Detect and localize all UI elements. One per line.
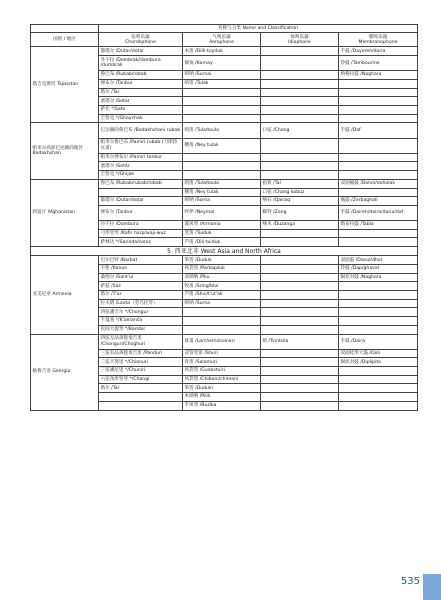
- aerophone-cell: 唢呐 /Surnai: [183, 71, 261, 80]
- aerophone-cell: 排箫 /Larchemi/soinari: [183, 334, 261, 349]
- aerophone-cell: [183, 153, 261, 162]
- chordophone-cell: 鲁巴布 /Rubab/rubab/robab: [99, 179, 183, 188]
- table-row: [31, 179, 418, 188]
- membranophone-cell: 手鼓 /Daireh/doira/daria/daf: [339, 205, 418, 220]
- chordophone-cell: 都塔尔 /Dutar/dotar: [99, 47, 183, 56]
- membranophone-cell: 塔布拉鼓 /Tabla: [339, 221, 418, 230]
- aerophone-cell: [183, 162, 261, 171]
- country-cell: 塔吉克斯坦 Tajikistan: [31, 47, 99, 123]
- idiophone-cell: [261, 229, 339, 238]
- membranophone-cell: 双面桂形大鼓 /Doli: [339, 349, 418, 358]
- membranophone-cell: [339, 375, 418, 384]
- page-number: 535: [400, 576, 420, 587]
- chordophone-cell: 弹布尔 /Tanbur: [99, 205, 183, 220]
- aerophone-cell: [183, 114, 261, 123]
- membranophone-cell: [339, 291, 418, 300]
- chordophone-cell: 三弦潘尼里 */Chuniri: [99, 367, 183, 376]
- idiophone-cell: [261, 162, 339, 171]
- idiophone-cell: [261, 393, 339, 402]
- chordophone-cell: 四弦无品颈拨奏吉里 /Chonguri/Choghuri: [99, 334, 183, 349]
- chordophone-cell: [99, 393, 183, 402]
- aerophone-cell: 芦笛 /Dili-tuiduk: [183, 238, 261, 247]
- chordophone-cell: 卡侬 /Kanun: [99, 265, 183, 274]
- chordophone-cell: 巴尔巴特 /Barbat: [99, 256, 183, 265]
- header-blank-cell: [31, 25, 99, 33]
- aerophone-cell: 铜角 /Karnay: [183, 56, 261, 71]
- membranophone-cell: 瓶鼓 /Zerbaghali: [339, 197, 418, 206]
- membranophone-cell: 双面桶鼓 /Dohol/doholak: [339, 179, 418, 188]
- membranophone-cell: [339, 88, 418, 97]
- header-membranophone-column: 膜鸣乐器 Membranophone: [339, 33, 418, 47]
- membranophone-cell: 铃鼓 /Dap/ghaval: [339, 265, 418, 274]
- country-cell: 格鲁吉亚 Georgia: [31, 334, 99, 410]
- membranophone-cell: [339, 282, 418, 291]
- chordophone-cell: 塞塔尔 /Setar: [99, 97, 183, 106]
- chordophone-cell: 冬不拉 /Dombrak/dambura /dumbrak: [99, 56, 183, 71]
- aerophone-cell: 芦笛 /Shvi/t'ut'ak: [183, 291, 261, 300]
- membranophone-cell: [339, 238, 418, 247]
- membranophone-cell: 铃鼓 /Tambourine: [339, 56, 418, 71]
- aerophone-cell: 筝管 /Duduki: [183, 384, 261, 393]
- idiophone-cell: 口弦 /Chang: [261, 123, 339, 138]
- country-cell: 帕米尔高原巴达赫尚地区 Badakhshan: [31, 123, 99, 179]
- membranophone-cell: [339, 393, 418, 402]
- country-cell: 阿富汗 Afghanistan: [31, 179, 99, 246]
- membranophone-cell: [339, 171, 418, 180]
- membranophone-cell: [339, 162, 418, 171]
- idiophone-cell: [261, 88, 339, 97]
- membranophone-cell: [339, 114, 418, 123]
- chordophone-cell: 帕米尔弹布尔 /Pamiri tanbur: [99, 153, 183, 162]
- header-country-column: 国别 / 地区: [31, 33, 99, 47]
- header-chordophone-column: 弦鸣乐器 Chordophone: [99, 33, 183, 47]
- chordophone-cell: 萨托 */Sato: [99, 106, 183, 115]
- chordophone-cell: 吉恰克 */Ghijak: [99, 171, 183, 180]
- idiophone-cell: [261, 291, 339, 300]
- idiophone-cell: [261, 47, 339, 56]
- membranophone-cell: [339, 401, 418, 410]
- idiophone-cell: [261, 171, 339, 180]
- membranophone-cell: [339, 229, 418, 238]
- idiophone-cell: [261, 325, 339, 334]
- aerophone-cell: [183, 97, 261, 106]
- aerophone-cell: 哨笛 /Tula/toula: [183, 123, 261, 138]
- chordophone-cell: [99, 188, 183, 197]
- idiophone-cell: [261, 265, 339, 274]
- idiophone-cell: 指钹 /Tal: [261, 179, 339, 188]
- aerophone-cell: 骨笛 /Salamuri: [183, 358, 261, 367]
- instrument-classification-table: [30, 24, 418, 411]
- chordophone-cell: 民间大提琴 */Bambir: [99, 325, 183, 334]
- aerophone-cell: 木笛 /Dilli-tuyduk: [183, 47, 261, 56]
- table-row: [31, 123, 418, 138]
- section-heading: 5. 西亚北非 West Asia and North Africa: [31, 247, 418, 256]
- membranophone-cell: [339, 308, 418, 317]
- chordophone-cell: 鲁巴布 /Rubab/robab: [99, 71, 183, 80]
- idiophone-cell: [261, 238, 339, 247]
- table-row: [31, 256, 418, 265]
- membranophone-cell: [339, 299, 418, 308]
- chordophone-cell: 萨林达 */Sarinda/saroz: [99, 238, 183, 247]
- aerophone-cell: [183, 171, 261, 180]
- aerophone-cell: 风袋管 /Gudastviri: [183, 367, 261, 376]
- membranophone-cell: 手鼓 /Dayereh/doira: [339, 47, 418, 56]
- chordophone-cell: 桑图尔 /Sant'ur: [99, 273, 183, 282]
- membranophone-cell: [339, 138, 418, 153]
- chordophone-cell: [99, 401, 183, 410]
- aerophone-cell: 双唢呐 /Pku: [183, 273, 261, 282]
- chordophone-cell: 巴达赫尚鲁巴布 /Badakhshani rubab: [99, 123, 183, 138]
- aerophone-cell: 哨笛 /Tula/toula: [183, 179, 261, 188]
- idiophone-cell: [261, 79, 339, 88]
- chordophone-cell: 四弦潘吉尔 */Chongur: [99, 308, 183, 317]
- membranophone-cell: [339, 317, 418, 326]
- corner-color-bar: [423, 574, 441, 600]
- aerophone-cell: [183, 308, 261, 317]
- idiophone-cell: [261, 375, 339, 384]
- table-row: [31, 334, 418, 349]
- idiophone-cell: [261, 384, 339, 393]
- aerophone-cell: [183, 106, 261, 115]
- aerophone-cell: 横笛 /Ney tulak: [183, 138, 261, 153]
- idiophone-cell: [261, 299, 339, 308]
- chordophone-cell: 六弦角形竖琴 */Changi: [99, 375, 183, 384]
- membranophone-cell: [339, 367, 418, 376]
- membranophone-cell: [339, 106, 418, 115]
- chordophone-cell: 都塔尔 /Dutar/dotar: [99, 197, 183, 206]
- country-cell: 亚美尼亚 Armenia: [31, 256, 99, 334]
- aerophone-cell: 唢呐 /Sorna: [183, 197, 261, 206]
- idiophone-cell: [261, 273, 339, 282]
- idiophone-cell: [261, 358, 339, 367]
- aerophone-cell: 筝管 /Duduk: [183, 256, 261, 265]
- idiophone-cell: [261, 114, 339, 123]
- aerophone-cell: 横笛 /Ney tulak: [183, 188, 261, 197]
- chordophone-cell: 拉夫塔 /Lavta（劳乌托琴）: [99, 299, 183, 308]
- aerophone-cell: 风袋管 /Chiboni/chimoni: [183, 375, 261, 384]
- table-row: [31, 47, 418, 56]
- chordophone-cell: 弓形竖琴 /Kafir harp/waji-wuz: [99, 229, 183, 238]
- idiophone-cell: [261, 138, 339, 153]
- membranophone-cell: [339, 153, 418, 162]
- membranophone-cell: 铜状对鼓 /Diplipito: [339, 358, 418, 367]
- idiophone-cell: 口弦 /Chang kobuz: [261, 188, 339, 197]
- chordophone-cell: 二弦卡努里 */Chianuri: [99, 358, 183, 367]
- aerophone-cell: 竖笛 /Tuiduk: [183, 229, 261, 238]
- chordophone-cell: 三弦有品颈拨奏吉里 /Panduri: [99, 349, 183, 358]
- aerophone-cell: 簧风琴 /Armonia: [183, 221, 261, 230]
- aerophone-cell: 哼伊 /Ney/nal: [183, 205, 261, 220]
- membranophone-cell: [339, 384, 418, 393]
- chordophone-cell: 塞塔尔 /Setâr: [99, 162, 183, 171]
- header-idiophone-column: 体鸣乐器 Idiophone: [261, 33, 339, 47]
- membranophone-cell: 双面鼓 /Davul/dhol: [339, 256, 418, 265]
- header-aerophone-column: 气鸣乐器 Aerophone: [183, 33, 261, 47]
- aerophone-cell: [183, 325, 261, 334]
- aerophone-cell: 木唢呐 /Pilili: [183, 393, 261, 402]
- chordophone-cell: 萨兹 /Saz: [99, 282, 183, 291]
- idiophone-cell: [261, 282, 339, 291]
- chordophone-cell: 塔尔 /Tar: [99, 88, 183, 97]
- aerophone-cell: 唢呐 /Surna: [183, 299, 261, 308]
- header-group-title: 名称与分类 Name and Classification: [99, 25, 418, 33]
- membranophone-cell: 纳格拉鼓 /Naghara: [339, 71, 418, 80]
- idiophone-cell: [261, 106, 339, 115]
- idiophone-cell: 响石 /Qairaq: [261, 197, 339, 206]
- idiophone-cell: 响木 /Duzanga: [261, 221, 339, 230]
- membranophone-cell: [339, 188, 418, 197]
- idiophone-cell: [261, 97, 339, 106]
- membranophone-cell: 手鼓 /Daf: [339, 123, 418, 138]
- idiophone-cell: [261, 56, 339, 71]
- chordophone-cell: 帕米尔鲁巴布 /Pamiri rubab (刀郎热瓦甫): [99, 138, 183, 153]
- aerophone-cell: 风袋管 /Parkapzuk: [183, 265, 261, 274]
- idiophone-cell: 钹 /Tsintsila: [261, 334, 339, 349]
- chordophone-cell: 吉恰克 */Ghaychak: [99, 114, 183, 123]
- idiophone-cell: [261, 71, 339, 80]
- membranophone-cell: 手鼓 /Daira: [339, 334, 418, 349]
- membranophone-cell: [339, 97, 418, 106]
- idiophone-cell: [261, 308, 339, 317]
- chordophone-cell: 卡曼查 */K'amanča: [99, 317, 183, 326]
- idiophone-cell: [261, 153, 339, 162]
- chordophone-cell: 塔尔 /T'ar: [99, 291, 183, 300]
- aerophone-cell: [183, 88, 261, 97]
- aerophone-cell: 手风琴 /Buzika: [183, 401, 261, 410]
- idiophone-cell: [261, 256, 339, 265]
- aerophone-cell: 哨笛 /Tulak: [183, 79, 261, 88]
- idiophone-cell: [261, 401, 339, 410]
- membranophone-cell: 铜状对鼓 /Naghara: [339, 273, 418, 282]
- chordophone-cell: 塔尔 /Tar: [99, 384, 183, 393]
- aerophone-cell: [183, 317, 261, 326]
- aerophone-cell: 牧笛 /Sring/blul: [183, 282, 261, 291]
- idiophone-cell: [261, 317, 339, 326]
- idiophone-cell: [261, 367, 339, 376]
- idiophone-cell: [261, 349, 339, 358]
- chordophone-cell: 丹不拉 /Dambura: [99, 221, 183, 230]
- membranophone-cell: [339, 325, 418, 334]
- aerophone-cell: 双管竖笛 /Stviri: [183, 349, 261, 358]
- idiophone-cell: 脚铃 /Zang: [261, 205, 339, 220]
- chordophone-cell: 弹布尔 /Tanbur: [99, 79, 183, 88]
- membranophone-cell: [339, 79, 418, 88]
